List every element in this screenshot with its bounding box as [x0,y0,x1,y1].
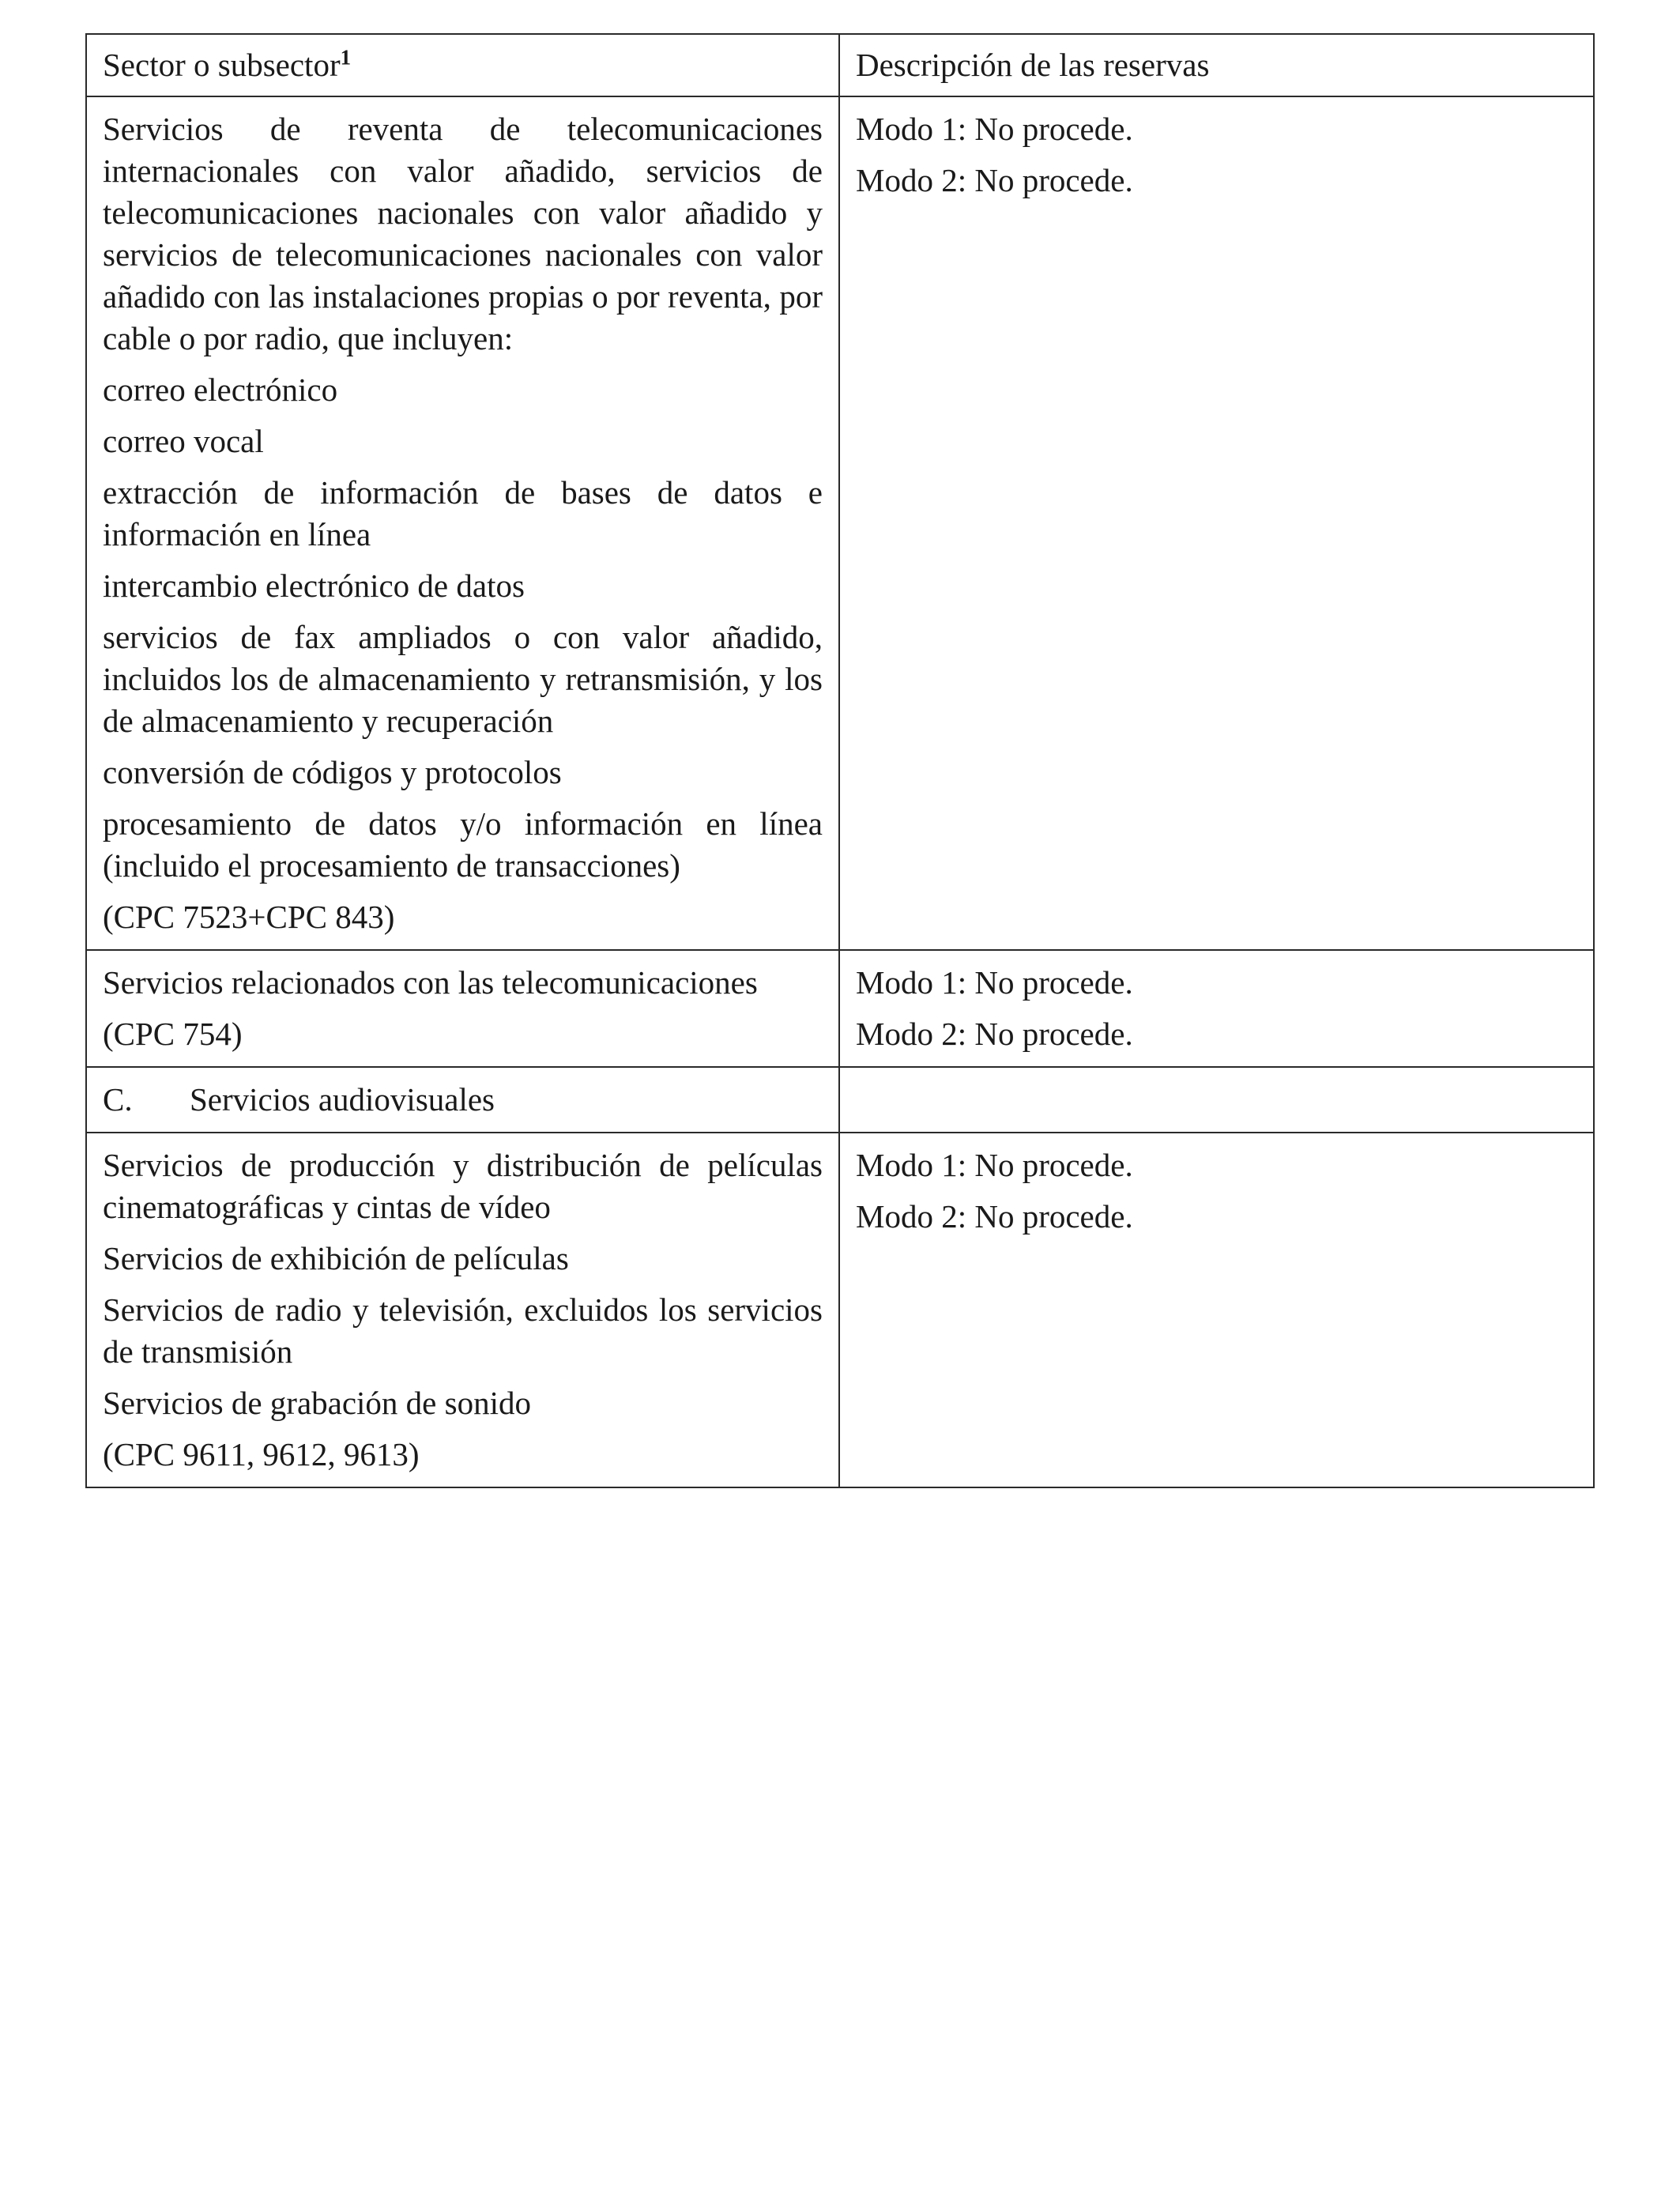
sector-paragraph: Servicios de radio y televisión, excluidos los servicios de transmisión [103,1291,823,1370]
table-header-row [86,34,1594,96]
sector-paragraph: procesamiento de datos y/o información en línea (incluido el procesamiento de transacciones) [103,805,823,884]
reservations-table [85,33,1595,1488]
reservation-mode-2: Modo 2: No procede. [856,1198,1133,1235]
empty-cell [839,1067,1594,1133]
section-heading-cell [86,1067,839,1133]
header-sector-cell [86,34,839,96]
sector-paragraph: Servicios de reventa de telecomunicaciones internacionales con valor añadido, servicios de telecomunicaciones nacionales con valor añadido y servicios de telecomunicaciones nacionales con valor añadido con las instalaciones propias o por reventa, por cable o por radio, que incluyen: [103,111,823,356]
sector-paragraph: Servicios relacionados con las telecomunicaciones [103,964,758,1001]
section-heading-row [86,1067,1594,1133]
reservations-cell [839,1133,1594,1487]
reservation-mode-1: Modo 1: No procede. [856,111,1133,147]
sector-paragraph: Servicios de producción y distribución de películas cinematográficas y cintas de vídeo [103,1147,823,1225]
sector-cell [86,950,839,1067]
header-sector-label: Sector o subsector [103,47,341,83]
reservations-cell [839,950,1594,1067]
sector-paragraph: conversión de códigos y protocolos [103,754,562,790]
sector-paragraph: Servicios de grabación de sonido [103,1385,531,1421]
table-row [86,1133,1594,1487]
sector-paragraph: intercambio electrónico de datos [103,567,525,604]
reservation-mode-1: Modo 1: No procede. [856,964,1133,1001]
reservation-mode-2: Modo 2: No procede. [856,1016,1133,1052]
sector-cell [86,96,839,950]
cpc-code: (CPC 9611, 9612, 9613) [103,1436,420,1472]
cpc-code: (CPC 7523+CPC 843) [103,899,395,935]
footnote-marker: 1 [340,45,352,70]
table-row [86,950,1594,1067]
sector-paragraph: Servicios de exhibición de películas [103,1240,569,1276]
reservation-mode-2: Modo 2: No procede. [856,162,1133,198]
header-reservations-cell [839,34,1594,96]
header-reservations-label: Descripción de las reservas [856,47,1210,83]
sector-paragraph: correo vocal [103,423,264,459]
sector-cell [86,1133,839,1487]
reservation-mode-1: Modo 1: No procede. [856,1147,1133,1183]
sector-paragraph: correo electrónico [103,371,338,408]
section-title: Servicios audiovisuales [190,1081,495,1118]
section-letter: C. [103,1081,133,1118]
table-row [86,96,1594,950]
sector-paragraph: servicios de fax ampliados o con valor añadido, incluidos los de almacenamiento y retransmisión, y los de almacenamiento y recuperación [103,619,823,739]
cpc-code: (CPC 754) [103,1016,243,1052]
sector-paragraph: extracción de información de bases de datos e información en línea [103,474,823,552]
reservations-cell [839,96,1594,950]
